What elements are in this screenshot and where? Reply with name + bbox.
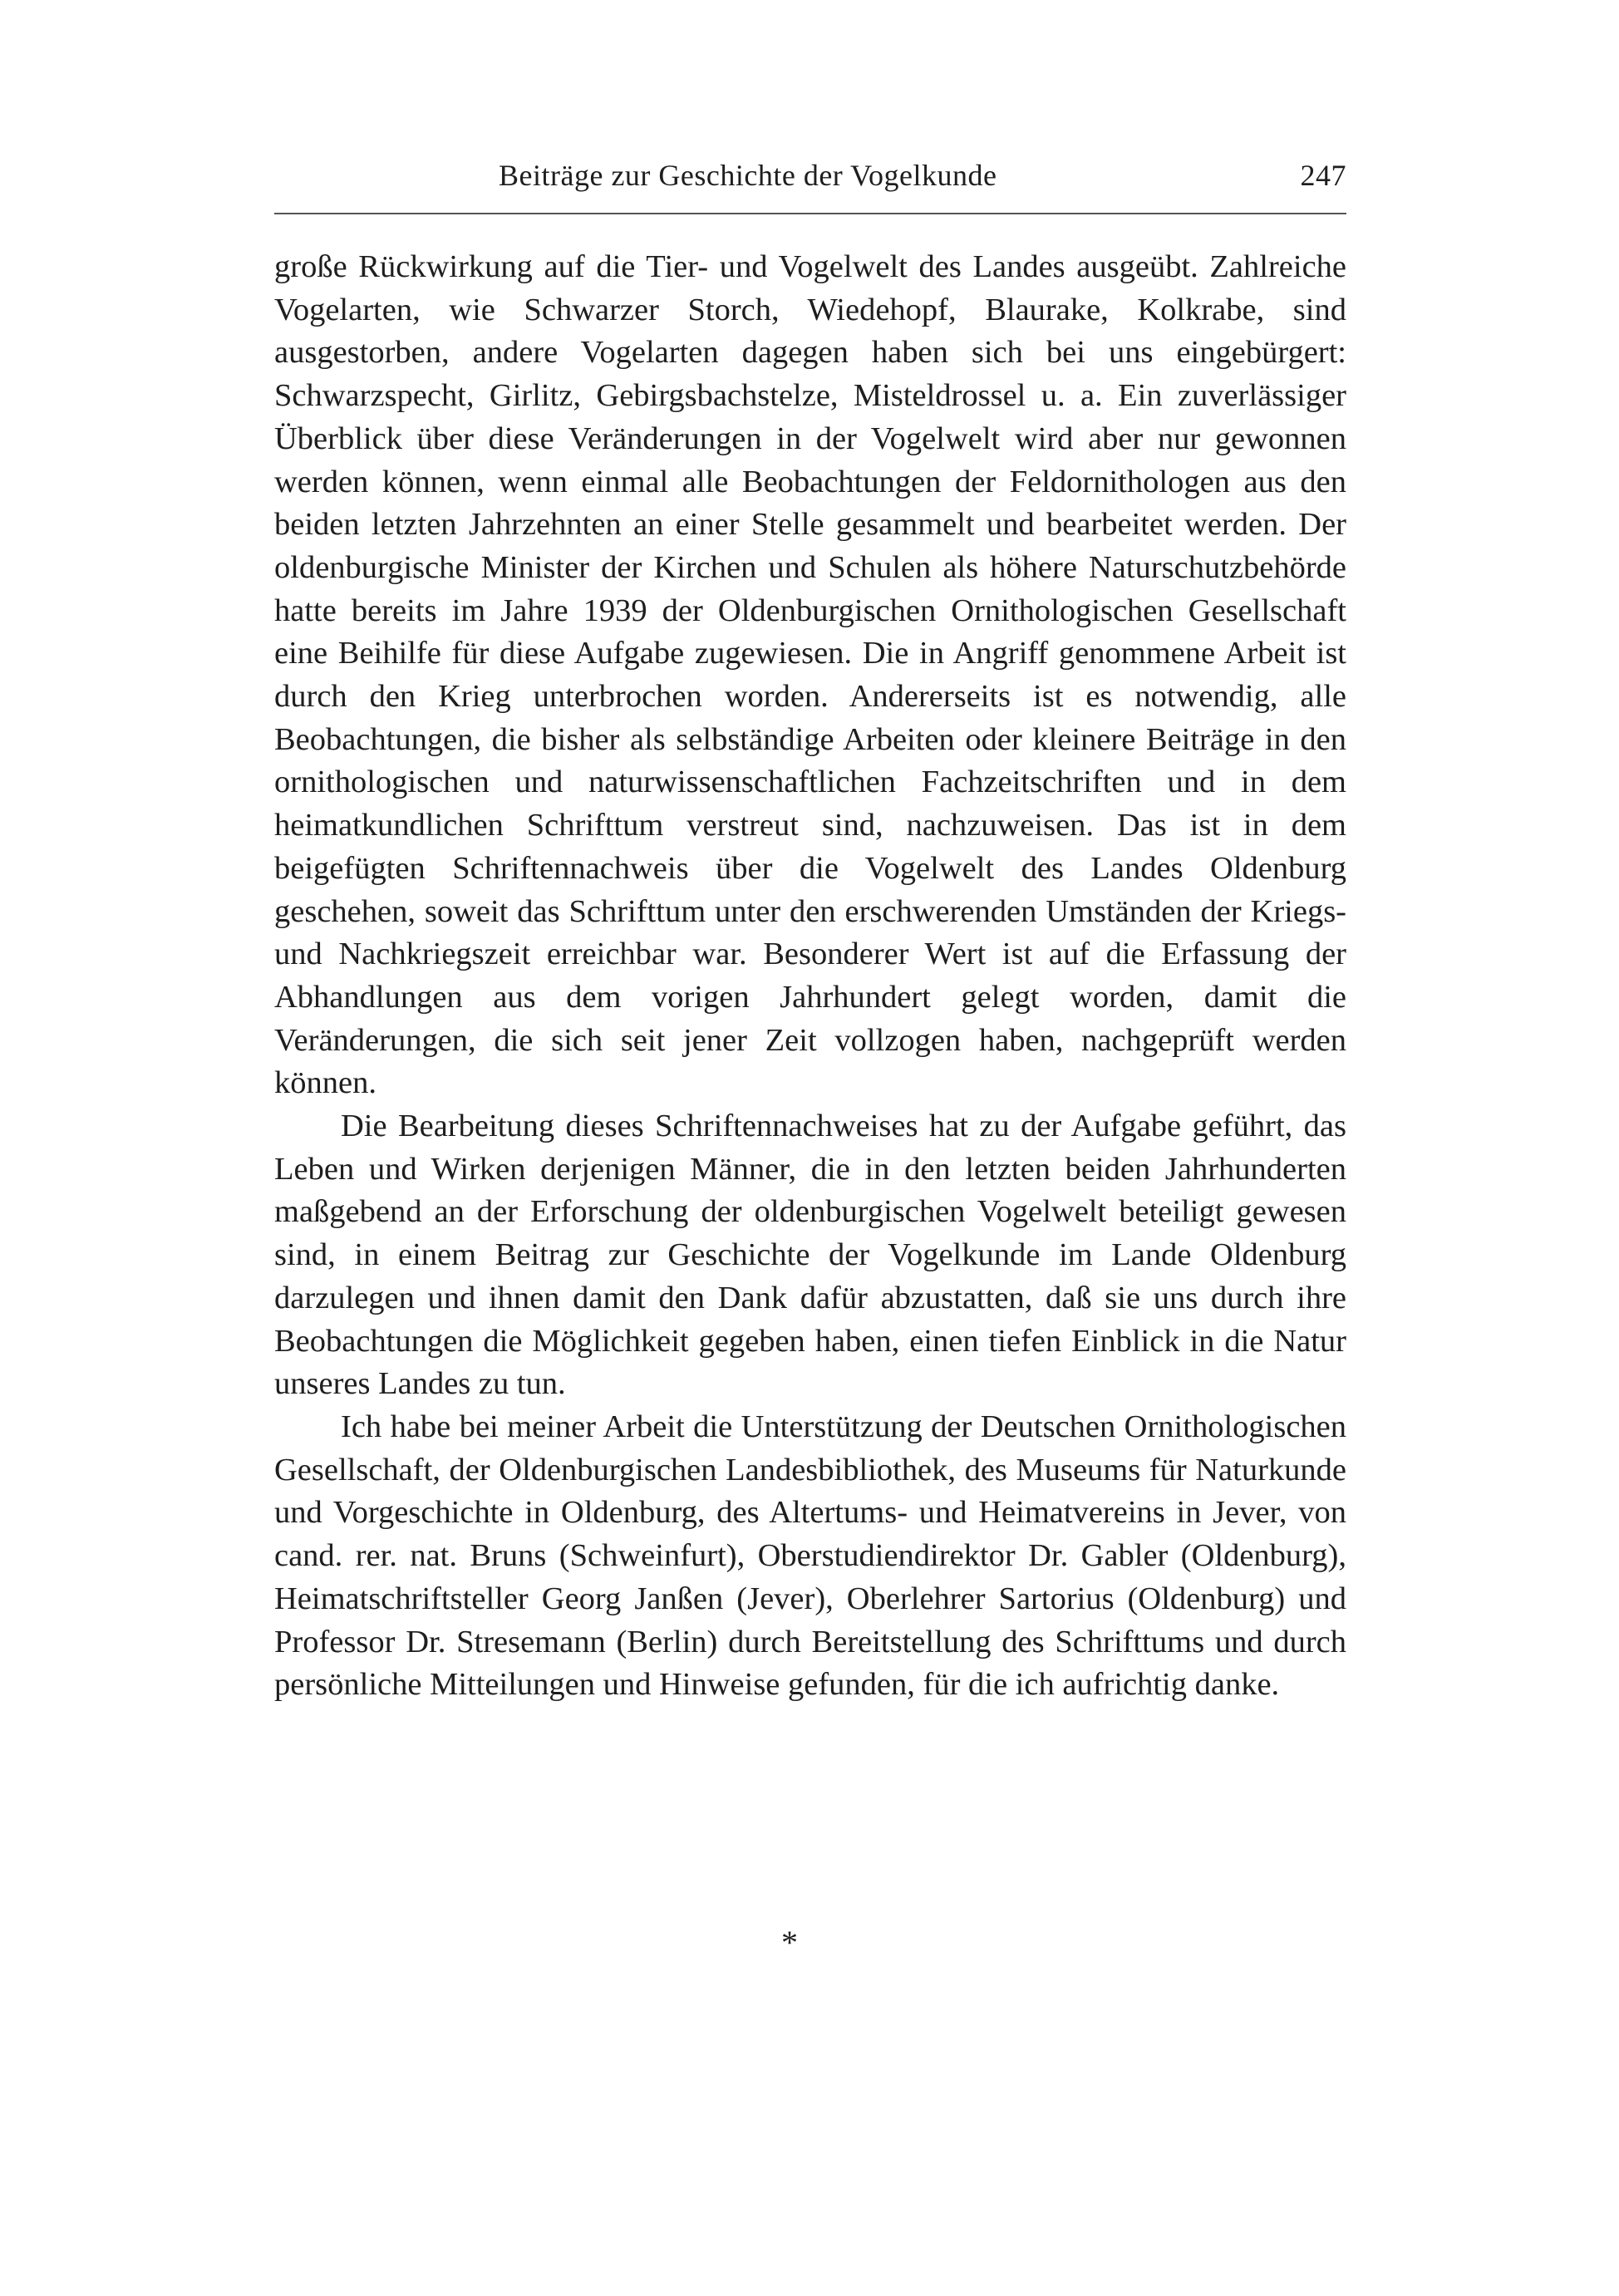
body-text bbox=[274, 246, 1346, 1707]
header-rule bbox=[274, 213, 1346, 214]
paragraph-continued: große Rückwirkung auf die Tier- und Vogelwelt des Landes ausgeübt. Zahlreiche Vogelarten, wie Schwarzer Storch, Wiedehopf, Blaurake, Kolkrabe, sind ausgestorben, andere Vogelarten dagegen haben sich bei uns eingebürgert: Schwarzspecht, Girlitz, Gebirgsbachstelze, Misteldrossel u. a. Ein zuverlässiger Überblick über diese Veränderungen in der Vogelwelt wird aber nur gewonnen werden können, wenn einmal alle Beobachtungen der Feldornithologen aus den beiden letzten Jahrzehnten an einer Stelle gesammelt und bearbeitet werden. Der oldenburgische Minister der Kirchen und Schulen als höhere Naturschutzbehörde hatte bereits im Jahre 1939 der Oldenburgischen Ornithologischen Gesellschaft eine Beihilfe für diese Aufgabe zugewiesen. Die in Angriff genommene Arbeit ist durch den Krieg unterbrochen worden. Andererseits ist es notwendig, alle Beobachtungen, die bisher als selbständige Arbeiten oder kleinere Beiträge in den ornithologischen und naturwissenschaftlichen Fachzeitschriften und in dem heimatkundlichen Schrifttum verstreut sind, nachzuweisen. Das ist in dem beigefügten Schriftennachweis über die Vogelwelt des Landes Oldenburg geschehen, soweit das Schrifttum unter den erschwerenden Umständen der Kriegs- und Nachkriegszeit erreichbar war. Besonderer Wert ist auf die Erfassung der Abhandlungen aus dem vorigen Jahrhundert gelegt worden, damit die Veränderungen, die sich seit jener Zeit vollzogen haben, nachgeprüft werden können. bbox=[274, 249, 1346, 1101]
section-break-asterisk: * bbox=[781, 1924, 798, 1961]
running-head bbox=[274, 158, 1346, 208]
paragraph-acknowledgements: Ich habe bei meiner Arbeit die Unterstützung der Deutschen Ornithologischen Gesellschaft, der Oldenburgischen Landesbibliothek, des Museums für Naturkunde und Vorgeschichte in Oldenburg, des Altertums- und Heimatvereins in Jever, von cand. rer. nat. Bruns (Schweinfurt), Oberstudiendirektor Dr. Gabler (Oldenburg), Heimatschriftsteller Georg Janßen (Jever), Oberlehrer Sartorius (Oldenburg) und Professor Dr. Stresemann (Berlin) durch Bereitstellung des Schrifttums und durch persönliche Mitteilungen und Hinweise gefunden, für die ich aufrichtig danke. bbox=[274, 1409, 1346, 1703]
page-number: 247 bbox=[1300, 159, 1346, 192]
running-title: Beiträge zur Geschichte der Vogelkunde bbox=[499, 159, 997, 192]
paragraph-bearbeitung: Die Bearbeitung dieses Schriftennachweises hat zu der Aufgabe geführt, das Leben und Wirken derjenigen Männer, die in den letzten beiden Jahrhunderten maßgebend an der Erforschung der oldenburgischen Vogelwelt beteiligt gewesen sind, in einem Beitrag zur Geschichte der Vogelkunde im Lande Oldenburg darzulegen und ihnen damit den Dank dafür abzustatten, daß sie uns durch ihre Beobachtungen die Möglichkeit gegeben haben, einen tiefen Einblick in die Natur unseres Landes zu tun. bbox=[274, 1109, 1346, 1402]
